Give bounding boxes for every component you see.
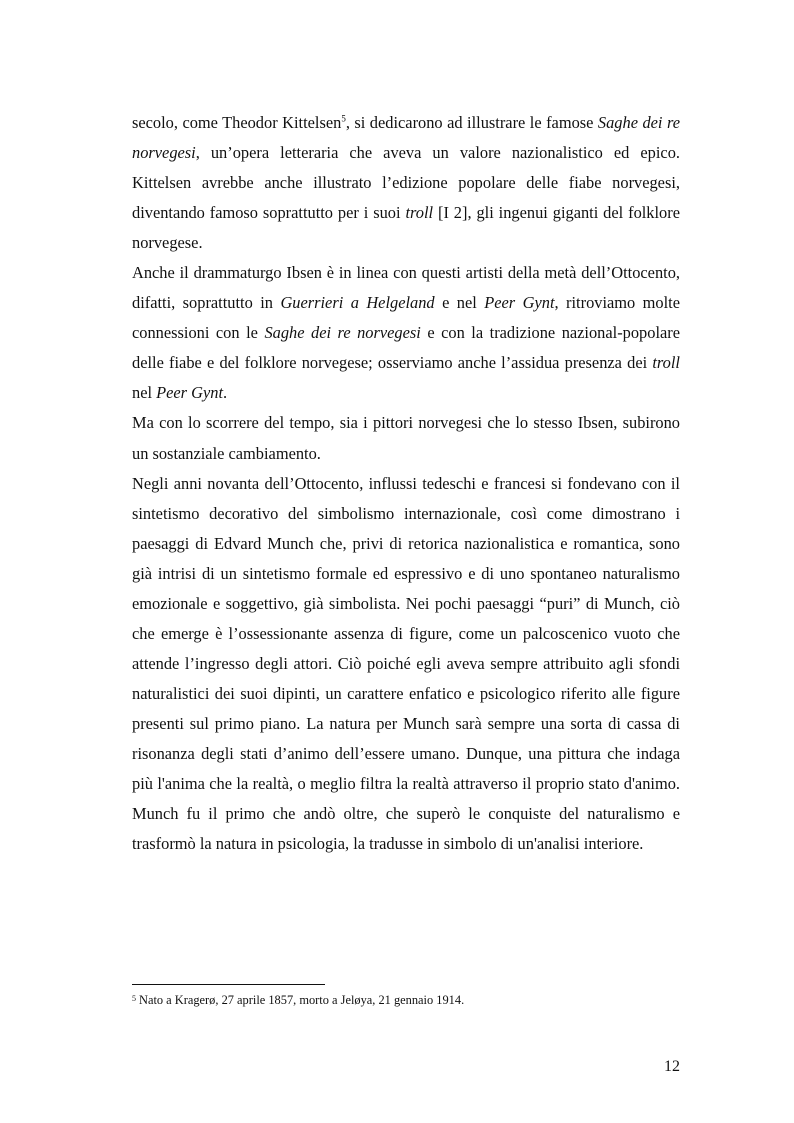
- footnote-separator: [132, 984, 325, 985]
- footnote-reference[interactable]: 5: [341, 113, 346, 124]
- italic-title: Guerrieri a Helgeland: [280, 293, 435, 313]
- text-run: , un’opera letteraria che aveva un valore nazionalistico ed epico. Kittelsen avrebbe anche illustrato l’edizione popolare delle fiabe norvegesi, diventando famoso soprattutto per i suoi: [132, 143, 680, 223]
- text-run: .: [223, 383, 228, 403]
- text-run: e nel: [434, 293, 485, 313]
- text-run: nel: [132, 383, 157, 403]
- paragraph: [132, 258, 680, 408]
- footnote-text: Nato a Kragerø, 27 aprile 1857, morto a Jeløya, 21 gennaio 1914.: [139, 993, 465, 1007]
- italic-title: Peer Gynt: [484, 293, 555, 313]
- italic-term: troll: [652, 353, 680, 373]
- text-run: , ritroviamo molte connessioni con le: [132, 293, 680, 343]
- italic-term: troll: [405, 203, 434, 223]
- page-number: 12: [664, 1058, 680, 1075]
- text-run: secolo, come Theodor Kittelsen: [132, 113, 342, 132]
- footnote: [132, 992, 680, 1008]
- body-text: [132, 108, 680, 859]
- text-run: , si dedicarono ad illustrare le famose: [345, 113, 598, 132]
- text-run: Anche il drammaturgo Ibsen è in linea con questi artisti della metà dell’Ottocento, difatti, soprattutto in: [132, 263, 680, 313]
- text-run: e con la tradizione nazional-popolare delle fiabe e del folklore norvegese; osserviamo anche l’assidua presenza dei: [132, 323, 681, 373]
- text-run: [I 2], gli ingenui giganti del folklore norvegese.: [132, 203, 680, 253]
- paragraph: [132, 408, 680, 468]
- paragraph: [132, 469, 680, 860]
- text-run: Negli anni novanta dell’Ottocento, influssi tedeschi e francesi si fondevano con il sintetismo decorativo del simbolismo internazionale, così come dimostrano i paesaggi di Edvard Munch che, privi di retorica nazionalistica e romantica, sono già intrisi di un sintetismo formale ed espressivo e di uno spontaneo naturalismo emozionale e soggettivo, già simbolista. Nei pochi paesaggi “puri” di Munch, ciò che emerge è l’ossessionante assenza di figure, come un palcoscenico vuoto che attende l’ingresso degli attori. Ciò poiché egli aveva sempre attribuito agli sfondi naturalistici dei suoi dipinti, un carattere enfatico e psicologico riferito alle figure presenti sul primo piano. La natura per Munch sarà sempre una sorta di cassa di risonanza degli stati d’animo dell’essere umano. Dunque, una pittura che indaga più l'anima che la realtà, o meglio filtra la realtà attraverso il proprio stato d'animo. Munch fu il primo che andò oltre, che superò le conquiste del naturalismo e trasformò la natura in psicologia, la tradusse in simbolo di un'analisi interiore.: [132, 473, 680, 854]
- footnote-marker: 5: [132, 994, 136, 1003]
- italic-title: Peer Gynt: [156, 383, 224, 403]
- italic-title: Saghe dei re norvegesi: [132, 113, 680, 163]
- paragraph: [132, 108, 680, 258]
- text-run: Ma con lo scorrere del tempo, sia i pittori norvegesi che lo stesso Ibsen, subirono un sostanziale cambiamento.: [132, 413, 680, 463]
- italic-title: Saghe dei re norvegesi: [264, 323, 421, 343]
